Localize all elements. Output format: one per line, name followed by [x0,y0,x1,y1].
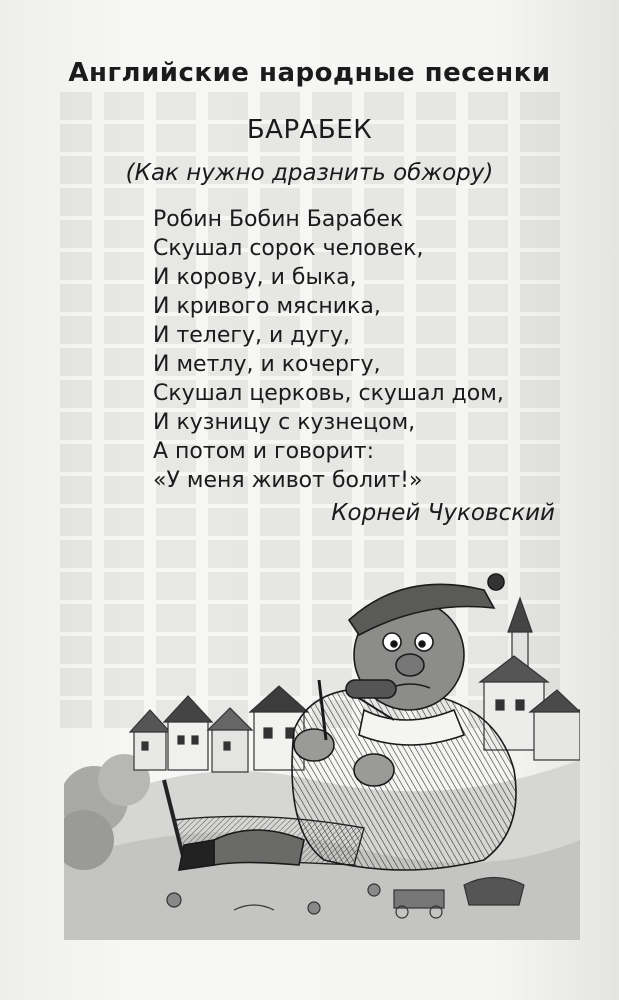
poem-subtitle: (Как нужно дразнить обжору) [125,160,494,186]
poem-line: И кузницу с кузнецом, [153,410,416,435]
town-houses-icon [130,686,308,772]
section-title: Английские народные песенки [68,58,551,88]
poem-author: Корней Чуковский [331,500,555,526]
poem-line: Скушал церковь, скушал дом, [153,381,504,406]
poem-stanza [153,205,504,495]
poem-line: И телегу, и дугу, [153,323,351,348]
poem-title: БАРАБЕК [246,115,373,145]
poem-line: И корову, и быка, [153,265,357,290]
glutton-illustration-icon [64,560,580,940]
poem-line: «У меня живот болит!» [153,468,423,493]
poem-line: Скушал сорок человек, [153,236,424,261]
poem-line: А потом и говорит: [153,439,374,464]
poem-line: И кривого мясника, [153,294,381,319]
poem-line: И метлу, и кочергу, [153,352,381,377]
poem-line: Робин Бобин Барабек [153,207,404,232]
